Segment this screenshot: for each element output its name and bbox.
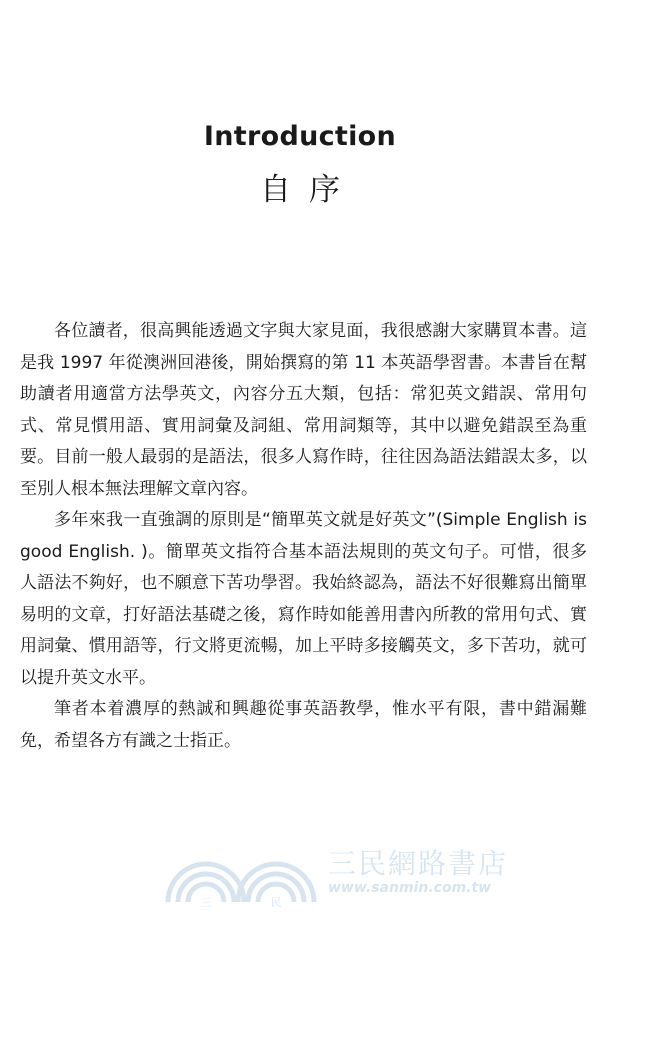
paragraph-2: 多年來我一直強調的原則是“簡單英文就是好英文”(Simple English is good English. )。簡單英文指符合基本語法規則的英文句子。可惜，很多人語法不夠好，也不願意下苦功學習。我始終認為，語法不好很難寫出簡單易明的文章，打好語法基礎之後，寫作時如能善用書內所教的常用句式、實用詞彙、慣用語等，行文將更流暢，加上平時多接觸英文，多下苦功，就可以提升英文水平。 (20, 510, 587, 688)
watermark-brand: 三民網路書店 (328, 847, 509, 880)
watermark-arc-char-2: 民 (270, 896, 282, 909)
paragraph-1: 各位讀者，很高興能透過文字與大家見面，我很感謝大家購買本書。這是我 1997 年從澳洲回港後，開始撰寫的第 11 本英語學習書。本書旨在幫助讀者用適當方法學英文，內容分五大類，包括：常犯英文錯誤、常用句式、常見慣用語、實用詞彙及詞組、常用詞類等，其中以避免錯誤至為重要。目前一般人最弱的是語法，很多人寫作時，往往因為語法錯誤太多，以至別人根本無法理解文章內容。 (20, 321, 587, 499)
watermark-url: www.sanmin.com.tw (328, 880, 492, 896)
title-chinese: 自序 (260, 172, 358, 208)
watermark-arc-char-1: 三 (200, 896, 212, 909)
body-text (20, 316, 587, 757)
watermark-logo-arcs (160, 840, 320, 910)
paragraph-3: 筆者本着濃厚的熱誠和興趣從事英語教學，惟水平有限，書中錯漏難免，希望各方有識之士指正。 (20, 699, 587, 751)
watermark (160, 840, 520, 910)
title-english: Introduction (203, 121, 397, 152)
